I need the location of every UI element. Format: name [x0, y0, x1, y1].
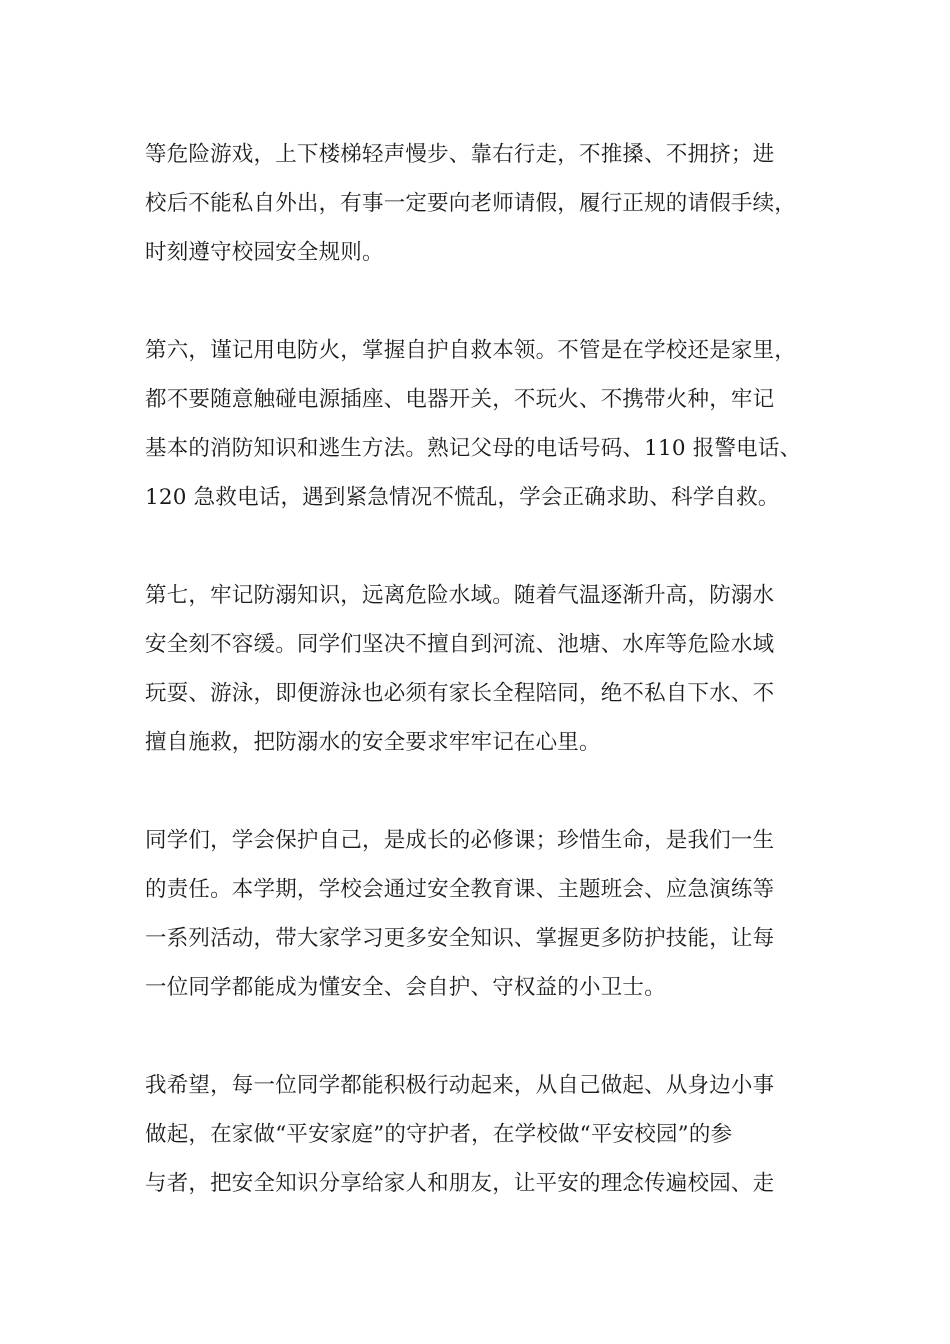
text-line: 第七，牢记防溺知识，远离危险水域。随着气温逐渐升高，防溺水: [145, 583, 775, 608]
text-line: 与者，把安全知识分享给家人和朋友，让平安的理念传遍校园、走: [145, 1171, 775, 1196]
text-line: 安全刻不容缓。同学们坚决不擅自到河流、池塘、水库等危险水域: [145, 632, 775, 657]
text-line: 擅自施救，把防溺水的安全要求牢牢记在心里。: [145, 730, 601, 755]
paragraph-seventh-water-safety: [145, 571, 815, 767]
text-line: 第六，谨记用电防火，掌握自护自救本领。不管是在学校还是家里，: [145, 338, 797, 363]
text-line: 基本的消防知识和逃生方法。熟记父母的电话号码、110 报警电话、: [145, 436, 802, 461]
text-line: 一系列活动，带大家学习更多安全知识、掌握更多防护技能，让每: [145, 926, 775, 951]
text-line: 时刻遵守校园安全规则。: [145, 240, 384, 265]
text-line: 校后不能私自外出，有事一定要向老师请假，履行正规的请假手续，: [145, 191, 797, 216]
text-line: 的责任。本学期，学校会通过安全教育课、主题班会、应急演练等: [145, 877, 775, 902]
text-line: 120 急救电话，遇到紧急情况不慌乱，学会正确求助、科学自救。: [145, 485, 780, 510]
paragraph-call-to-action: [145, 1061, 815, 1208]
document-body: [145, 130, 815, 1257]
text-line: 都不要随意触碰电源插座、电器开关，不玩火、不携带火种，牢记: [145, 387, 775, 412]
paragraph-continuation: [145, 130, 815, 277]
text-line: 同学们，学会保护自己，是成长的必修课；珍惜生命，是我们一生: [145, 828, 775, 853]
text-line: 一位同学都能成为懂安全、会自护、守权益的小卫士。: [145, 975, 666, 1000]
text-line: 我希望，每一位同学都能积极行动起来，从自己做起、从身边小事: [145, 1073, 775, 1098]
paragraph-sixth-fire-safety: [145, 326, 815, 522]
text-line: 做起，在家做“平安家庭”的守护者，在学校做“平安校园”的参: [145, 1122, 733, 1147]
paragraph-semester-activities: [145, 816, 815, 1012]
text-line: 玩耍、游泳，即便游泳也必须有家长全程陪同，绝不私自下水、不: [145, 681, 775, 706]
text-line: 等危险游戏，上下楼梯轻声慢步、靠右行走，不推搡、不拥挤；进: [145, 142, 775, 167]
